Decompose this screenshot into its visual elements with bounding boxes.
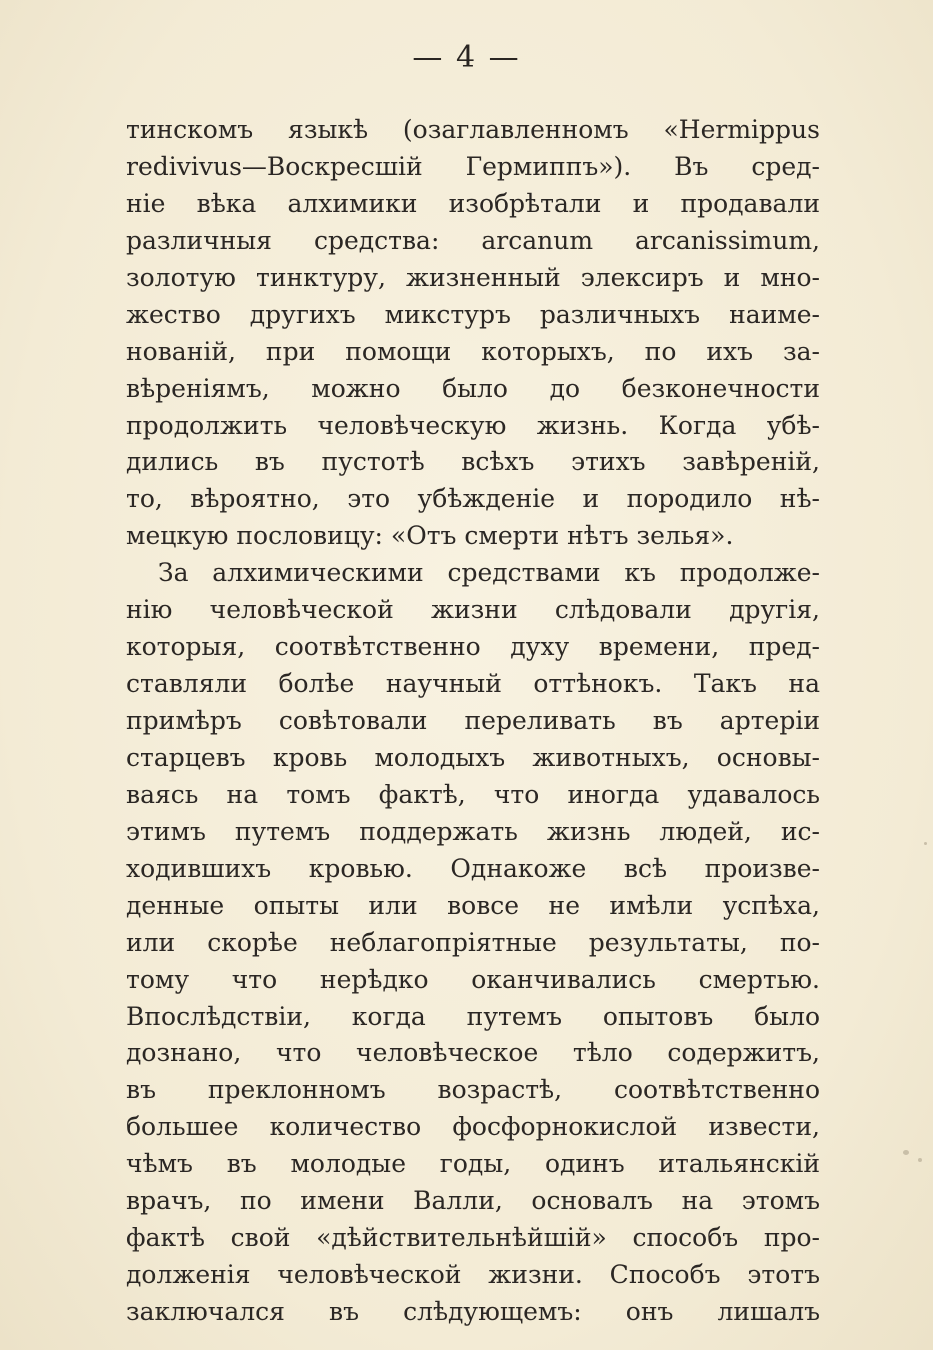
text-line: тинскомъ языкѣ (озаглавленномъ «Hermippus: [126, 115, 820, 144]
text-line: продолжить человѣческую жизнь. Когда убѣ-: [126, 410, 820, 440]
text-line: ваясь на томъ фактѣ, что иногда удавалось: [126, 779, 820, 809]
text-line: золотую тинктуру, жизненный элексиръ и мно-: [126, 262, 820, 292]
text-line: нію человѣческой жизни слѣдовали другія,: [126, 595, 820, 625]
paragraph-end-line: мецкую пословицу: «Отъ смерти нѣтъ зелья».: [126, 521, 734, 551]
paragraph-start-line: За алхимическими средствами къ продолже-: [158, 558, 820, 588]
text-line: или скорѣе неблагопріятные результаты, по-: [126, 927, 820, 957]
text-line: денные опыты или вовсе не имѣли успѣха,: [126, 890, 820, 920]
text-line: ходившихъ кровью. Однакоже всѣ произве-: [126, 853, 820, 883]
text-line: вѣреніямъ, можно было до безконечности: [126, 373, 820, 403]
text-line: большее количество фосфорнокислой извести,: [126, 1112, 820, 1142]
text-line: старцевъ кровь молодыхъ животныхъ, основы-: [126, 742, 820, 772]
page-number: — 4 —: [412, 40, 521, 75]
text-line: врачъ, по имени Валли, основалъ на этомъ: [126, 1186, 820, 1216]
text-line: различныя средства: arcanum arcanissimum,: [126, 225, 820, 255]
text-line: тому что нерѣдко оканчивались смертью.: [126, 964, 820, 994]
text-line: дились въ пустотѣ всѣхъ этихъ завѣреній,: [126, 447, 820, 477]
text-line: redivivus—Воскресшій Гермиппъ»). Въ сред-: [126, 151, 820, 181]
text-line: жество другихъ микстуръ различныхъ наиме-: [126, 299, 820, 329]
text-line: то, вѣроятно, это убѣжденіе и породило нѣ-: [126, 484, 820, 514]
text-line: которыя, соотвѣтственно духу времени, пред-: [126, 632, 820, 662]
text-line: заключался въ слѣдующемъ: онъ лишалъ: [126, 1297, 820, 1326]
text-line: ставляли болѣе научный оттѣнокъ. Такъ на: [126, 669, 820, 699]
paper-speck: [924, 842, 927, 845]
text-line: долженія человѣческой жизни. Способъ этотъ: [126, 1260, 820, 1290]
text-line: дознано, что человѣческое тѣло содержитъ,: [126, 1038, 820, 1068]
text-line: нованій, при помощи которыхъ, по ихъ за-: [126, 336, 820, 366]
paper-speck: [903, 1150, 909, 1155]
text-line: ніе вѣка алхимики изобрѣтали и продавали: [126, 188, 820, 218]
paper-speck: [918, 1158, 922, 1162]
text-line: чѣмъ въ молодые годы, одинъ итальянскій: [126, 1149, 820, 1179]
text-line: фактѣ свой «дѣйствительнѣйшій» способъ про-: [126, 1223, 820, 1253]
text-line: Впослѣдствіи, когда путемъ опытовъ было: [126, 1001, 820, 1031]
text-line: этимъ путемъ поддержать жизнь людей, ис-: [126, 816, 820, 846]
text-line: примѣръ совѣтовали переливать въ артеріи: [126, 706, 820, 735]
body-text: [126, 112, 820, 1331]
text-line: въ преклонномъ возрастѣ, соотвѣтственно: [126, 1075, 820, 1105]
